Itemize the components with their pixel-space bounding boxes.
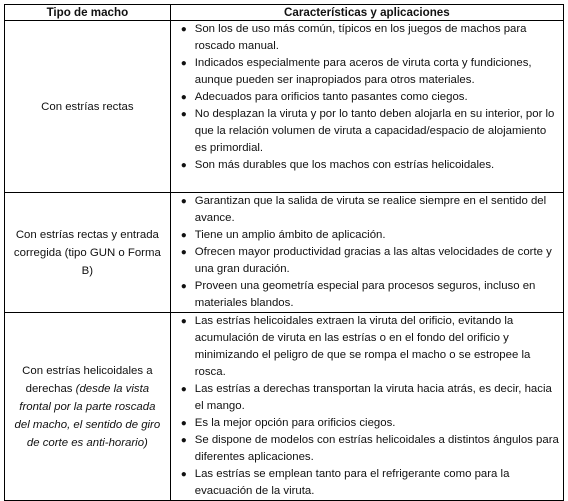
list-item: ● Tiene un amplio ámbito de aplicación. bbox=[171, 227, 559, 244]
table-row bbox=[5, 21, 564, 193]
bullet-icon: ● bbox=[180, 109, 187, 120]
list-item: ● No desplazan la viruta y por lo tanto deben alojarla en su interior, por lo que la relación volumen de viruta a capacidad/espacio de alojamiento es primordial. bbox=[180, 108, 555, 154]
header-tipo-de-macho: Tipo de macho bbox=[5, 5, 171, 21]
characteristics-list bbox=[171, 21, 559, 174]
bullet-icon: ● bbox=[180, 247, 187, 258]
bullet-icon: ● bbox=[180, 230, 187, 241]
header-caracteristicas: Características y aplicaciones bbox=[170, 5, 563, 21]
bullet-icon: ● bbox=[180, 196, 187, 207]
bullet-icon: ● bbox=[180, 316, 187, 327]
tap-type-label: Con estrías rectas y entrada corregida (tipo GUN o Forma B) bbox=[13, 228, 161, 277]
tap-types-table bbox=[4, 4, 564, 501]
characteristics-list bbox=[171, 193, 559, 312]
bullet-icon: ● bbox=[180, 469, 187, 480]
characteristics-cell bbox=[170, 313, 563, 501]
tap-type-label: Con estrías helicoidales a derechas bbox=[22, 364, 153, 395]
list-item: ● Las estrías se emplean tanto para el refrigerante como para la evacuación de la viruta. bbox=[180, 468, 510, 497]
table-row bbox=[5, 313, 564, 501]
list-item: ● Indicados especialmente para aceros de viruta corta y fundiciones, aunque pueden ser inapropiados para otros materiales. bbox=[180, 57, 532, 86]
list-item: ● Las estrías a derechas transportan la viruta hacia atrás, es decir, hacia el mango. bbox=[180, 383, 552, 412]
bullet-icon: ● bbox=[180, 418, 187, 429]
list-item: ● Se dispone de modelos con estrías helicoidales a distintos ángulos para diferentes aplicaciones. bbox=[180, 434, 559, 463]
bullet-icon: ● bbox=[180, 160, 187, 171]
bullet-icon: ● bbox=[180, 58, 187, 69]
characteristics-list bbox=[171, 313, 559, 500]
tap-type-label: Con estrías rectas bbox=[41, 100, 134, 113]
rotation-note: (desde la vista frontal por la parte roscada del macho, el sentido de giro de corte es anti-horario) bbox=[14, 382, 161, 449]
list-item: ● Ofrecen mayor productividad gracias a las altas velocidades de corte y una gran duración. bbox=[180, 246, 552, 275]
characteristics-cell bbox=[170, 193, 563, 313]
bullet-icon: ● bbox=[180, 24, 187, 35]
header-row bbox=[5, 5, 564, 21]
bullet-icon: ● bbox=[180, 435, 187, 446]
tap-type-cell bbox=[5, 21, 171, 193]
bullet-icon: ● bbox=[180, 384, 187, 395]
characteristics-cell bbox=[170, 21, 563, 193]
list-item: ● Son más durables que los machos con estrías helicoidales. bbox=[171, 157, 559, 174]
list-item: ● Es la mejor opción para orificios ciegos. bbox=[171, 415, 559, 432]
list-item: ● Garantizan que la salida de viruta se realice siempre en el sentido del avance. bbox=[180, 195, 547, 224]
list-item: ● Proveen una geometría especial para procesos seguros, incluso en materiales blandos. bbox=[180, 280, 536, 309]
bullet-icon: ● bbox=[180, 281, 187, 292]
bullet-icon: ● bbox=[180, 92, 187, 103]
list-item: ● Adecuados para orificios tanto pasantes como ciegos. bbox=[171, 89, 559, 106]
tap-type-cell bbox=[5, 193, 171, 313]
table-row bbox=[5, 193, 564, 313]
list-item: ● Las estrías helicoidales extraen la viruta del orificio, evitando la acumulación de viruta en las estrías o en el fondo del orificio y minimizando el peligro de que se rompa el macho o se estropee la rosca. bbox=[180, 315, 531, 378]
tap-type-cell bbox=[5, 313, 171, 501]
list-item: ● Son los de uso más común, típicos en los juegos de machos para roscado manual. bbox=[180, 23, 527, 52]
